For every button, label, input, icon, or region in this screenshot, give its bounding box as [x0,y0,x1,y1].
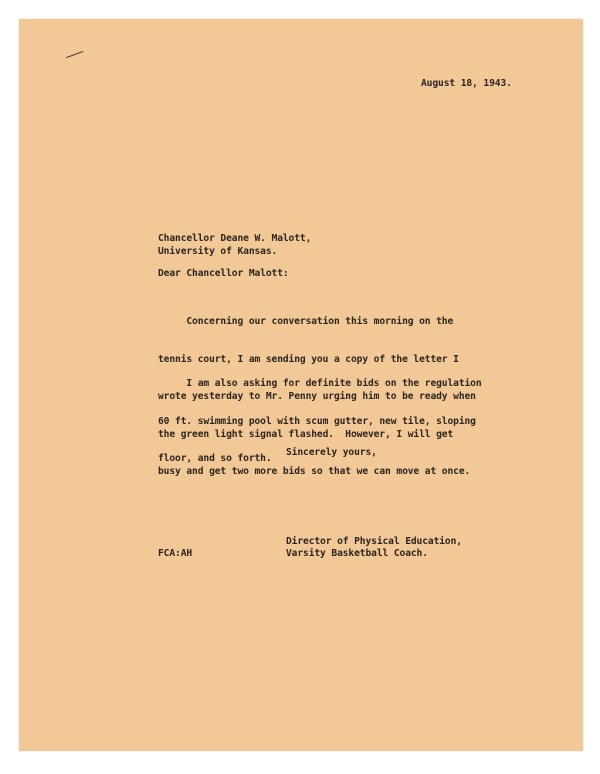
paragraph-line: the green light signal flashed. However, I will get [158,428,454,440]
closing: Sincerely yours, [286,447,377,458]
paragraph-line: busy and get two more bids so that we can move at once. [158,466,471,477]
reference-initials: FCA:AH [158,548,193,559]
letter-date: August 18, 1943. [421,78,512,89]
paragraph-line: Concerning our conversation this morning on the [158,316,454,327]
paragraph-line: wrote yesterday to Mr. Penny urging him to be ready when [158,391,476,402]
signature-title-2: Varsity Basketball Coach. [286,548,428,559]
paragraph-line: I am also asking for definite bids on the regulation [158,378,482,389]
signature-title-1: Director of Physical Education, [286,536,462,547]
body-paragraph-2 [158,353,482,491]
recipient-name: Chancellor Deane W. Malott, [158,233,312,244]
paragraph-line: 60 ft. swimming pool with scum gutter, new tile, sloping [158,415,476,427]
salutation: Dear Chancellor Malott: [158,268,289,279]
recipient-institution: University of Kansas. [158,246,278,257]
paragraph-line: tennis court, I am sending you a copy of the letter I [158,353,459,365]
paragraph-line: floor, and so forth. [158,453,272,464]
